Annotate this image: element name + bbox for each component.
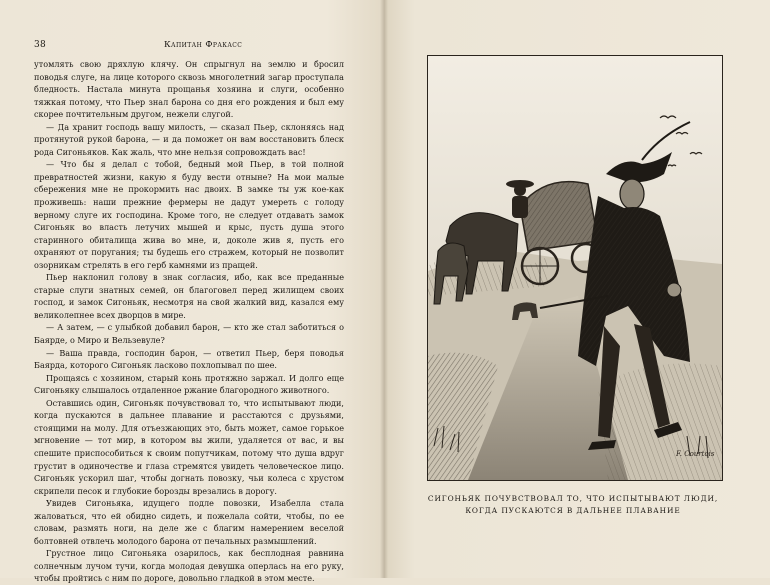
caption-line: СИГОНЬЯК ПОЧУВСТВОВАЛ ТО, ЧТО ИСПЫТЫВАЮТ ЛЮДИ, <box>427 494 719 503</box>
illustration-plate <box>427 55 723 481</box>
paragraph: Увидев Сигоньяка, идущего подле повозки, Изабелла стала жаловаться, что ей обидно сидеть, и пожелала сойти, чтобы, по ее словам, размять ноги, на деле же с благим намерением веселой болтовней отвлечь молодого барона от печальных размышлений. <box>34 498 344 546</box>
hand <box>667 283 681 297</box>
paragraph: утомлять свою дряхлую клячу. Он спрыгнул на землю и бросил поводья слуге, на лице которого сквозь многолетний загар проступала бледность. Настала минута прощанья хозяина и слуги, особенно тяжкая потому, что Пьер знал барона со дня его рождения и был ему скорее почтительным другом, нежели слугой. <box>34 59 344 120</box>
running-head: Капитан Фракасс <box>164 40 243 50</box>
left-page <box>0 0 384 584</box>
body-text <box>34 58 344 585</box>
paragraph: Пьер наклонил голову в знак согласия, ибо, как все преданные старые слуги знатных семей, он благоговел перед жилищем своих господ, и замок Сигоньяк, несмотря на свой жалкий вид, казался ему великолепнее всех дворцов в мире. <box>34 272 344 320</box>
paragraph: Оставшись один, Сигоньяк почувствовал то, что испытывают люди, когда пускаются в дальнее плавание и расстаются с друзьями, стоящими на молу. Для отъезжающих это, быть может, самое горькое мгновение — тот мир, в котором вы жили, удаляется от вас, и вы спешите приспособиться к своим попутчикам, потому что душа вдруг грустит в одиночестве и глаза стремятся увидеть человеческое лицо. Сигоньяк ускорил шаг, чтобы догнать повозку, чьи колеса с хрустом скрипели песок и глубокие борозды врезались в дорогу. <box>34 397 344 496</box>
paragraph: — Да хранит господь вашу милость, — сказал Пьер, склоняясь над протянутой рукой барона, — и да поможет он вам восстановить блеск рода Сигоньяков. Как жаль, что мне нельзя сопровождать вас! <box>34 121 344 157</box>
face <box>620 179 644 209</box>
paragraph: Прощаясь с хозяином, старый конь протяжно заржал. И долго еще Сигоньяку слышалось отдаленное ржание благородного животного. <box>34 372 344 396</box>
book-gutter <box>380 0 388 578</box>
paragraph: — Что бы я делал с тобой, бедный мой Пьер, в той полной превратностей жизни, какую я буду вести отныне? На мои малые сбережения мне не прокормить нас двоих. В замке ты уж кое-как проживешь: наши прежние фермеры не дадут умереть с голоду верному слуге их господина. Кроме того, не следует отдавать замок Сигоньяк во власть летучих мышей и крыс, пусть душа этого старинного обиталища жива во мне, и, доколе жив я, пусть его охраняют от поругания; ты будешь его стражем, который не позволит озорникам стрелять в его герб камнями из пращей. <box>34 159 344 270</box>
illustration-caption <box>400 493 746 516</box>
paragraph: — Ваша правда, господин барон, — ответил Пьер, беря поводья Баярда, которого Сигоньяк ласково похлопывал по шее. <box>34 347 344 371</box>
paragraph: — А затем, — с улыбкой добавил барон, — кто же стал заботиться о Баярде, о Миро и Вельзевуле? <box>34 322 344 346</box>
caption-line: КОГДА ПУСКАЮТСЯ В ДАЛЬНЕЕ ПЛАВАНИЕ <box>465 505 681 515</box>
engraving-scene <box>428 56 722 480</box>
paragraph: Грустное лицо Сигоньяка озарилось, как бесплодная равнина солнечным лучом тучи, когда молодая девушка оперлась на его руку, чтобы пройтись с ним по дороге, довольно гладкой в этом месте. <box>34 548 344 584</box>
artist-signature: F. Courtois <box>676 450 715 458</box>
page-number: 38 <box>34 40 47 50</box>
